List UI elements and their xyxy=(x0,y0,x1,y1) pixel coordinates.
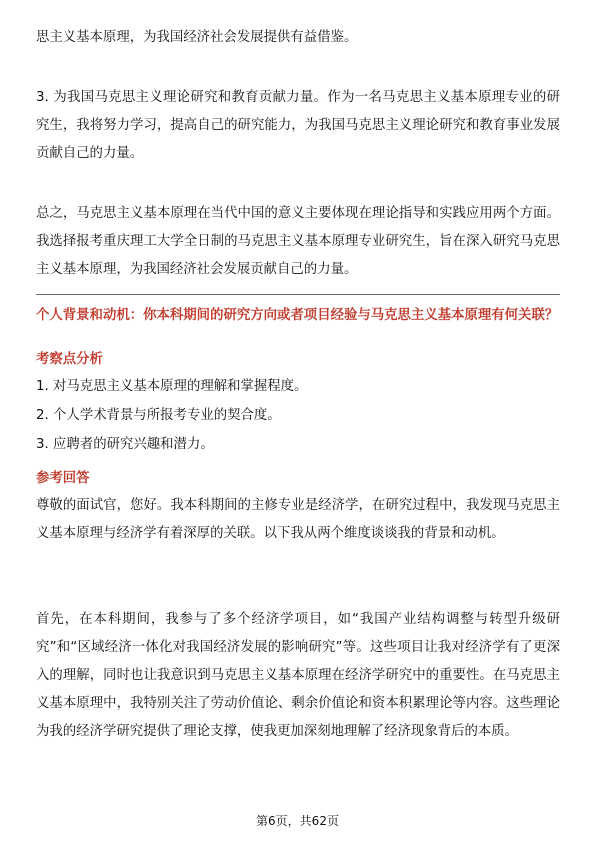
interview-question: 个人背景和动机：你本科期间的研究方向或者项目经验与马克思主义基本原理有何关联？ xyxy=(36,308,559,323)
answer-paragraph-2: 首先，在本科期间，我参与了多个经济学项目，如“我国产业结构调整与转型升级研究”和“区域经济一体化对我国经济发展的影响研究”等。这些项目让我对经济学有了更深入的理解，同时也让我意识到马克思主义基本原理在经济学研究中的重要性。在马克思主义基本原理中，我特别关注了劳动价值论、剩余价值论和资本积累理论等内容。这些理论为我的经济学研究提供了理论支撑，使我更加深刻地理解了经济现象背后的本质。 xyxy=(36,612,560,739)
paragraph-continuation: 思主义基本原理，为我国经济社会发展提供有益借鉴。 xyxy=(36,30,358,45)
analysis-item: 1. 对马克思主义基本原理的理解和掌握程度。 xyxy=(36,379,308,394)
analysis-item: 2. 个人学术背景与所报考专业的契合度。 xyxy=(36,408,281,423)
paragraph-summary: 总之，马克思主义基本原理在当代中国的意义主要体现在理论指导和实践应用两个方面。我选择报考重庆理工大学全日制的马克思主义基本原理专业研究生，旨在深入研究马克思主义基本原理，为我国经济社会发展贡献自己的力量。 xyxy=(36,206,560,277)
analysis-item: 3. 应聘者的研究兴趣和潜力。 xyxy=(36,437,214,452)
answer-paragraph-1: 尊敬的面试官，您好。我本科期间的主修专业是经济学，在研究过程中，我发现马克思主义基本原理与经济学有着深厚的关联。以下我从两个维度谈谈我的背景和动机。 xyxy=(36,498,560,541)
paragraph-point-3: 3. 为我国马克思主义理论研究和教育贡献力量。作为一名马克思主义基本原理专业的研究生，我将努力学习，提高自己的研究能力，为我国马克思主义理论研究和教育事业发展贡献自己的力量。 xyxy=(36,90,560,161)
section-divider xyxy=(36,294,560,295)
answer-heading: 参考回答 xyxy=(36,471,90,486)
analysis-heading: 考察点分析 xyxy=(36,352,103,367)
page-number: 第6页，共62页 xyxy=(256,814,339,828)
